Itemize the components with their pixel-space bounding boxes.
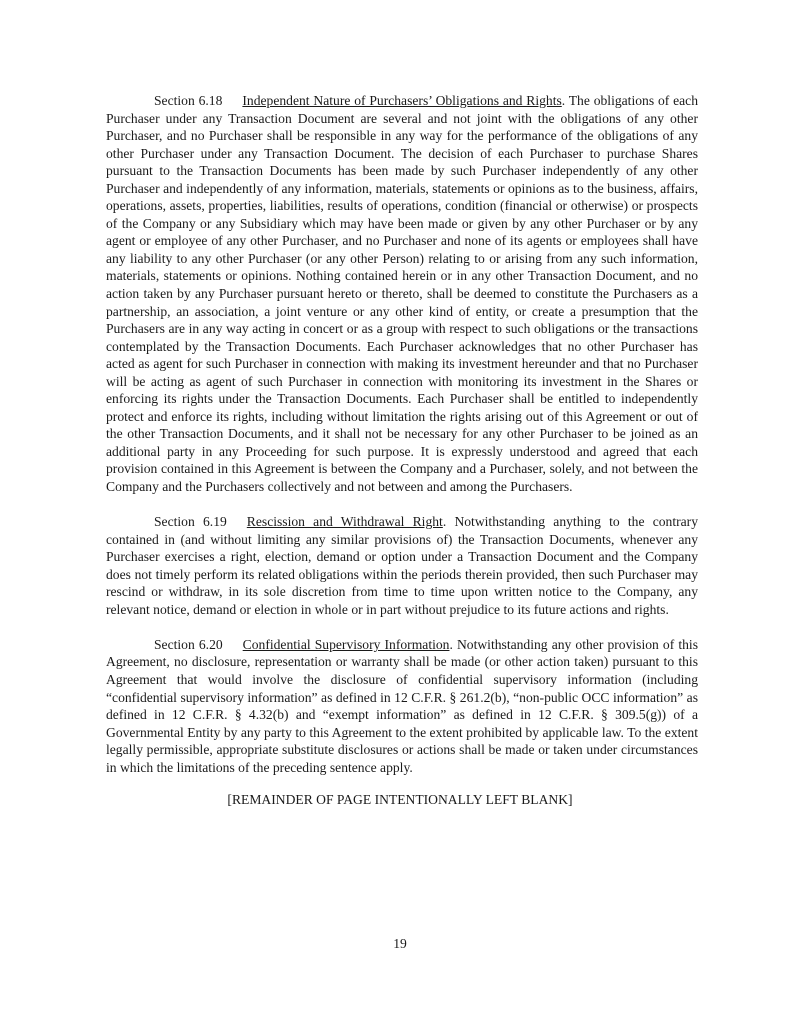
section-heading: Independent Nature of Purchasers’ Obligations and Rights — [242, 93, 562, 108]
section-number: Section 6.20 — [154, 636, 223, 652]
document-page — [106, 92, 698, 794]
page-number: 19 — [393, 936, 407, 951]
section-number: Section 6.18 — [154, 93, 223, 108]
section-number: Section 6.19 — [154, 514, 227, 530]
section-6-18-paragraph — [106, 92, 698, 496]
section-6-20-paragraph — [106, 636, 698, 776]
section-6-19-paragraph — [106, 513, 698, 618]
section-body: . The obligations of each Purchaser under any Transaction Document are several and not joint with the obligations of any other Purchaser, and no Purchaser shall be responsible in any way for the performance of the obligations of any other Purchaser under any Transaction Document. The decision of each Purchaser to purchase Shares pursuant to the Transaction Documents has been made by such Purchaser independently of any other Purchaser and independently of any information, materials, statements or opinions as to the business, affairs, operations, assets, properties, liabilities, results of operations, condition (financial or otherwise) or prospects of the Company or any Subsidiary which may have been made or given by any other Purchaser or by any agent or employee of any other Purchaser, and no Purchaser and none of its agents or employees shall have any liability to any other Purchaser (or any other Person) relating to or arising from any such information, materials, statements or opinions. Nothing contained herein or in any other Transaction Document, and no action taken by any Purchaser pursuant hereto or thereto, shall be deemed to constitute the Purchasers as a partnership, an association, a joint venture or any other kind of entity, or create a presumption that the Purchasers are in any way acting in concert or as a group with respect to such obligations or the transactions contemplated by the Transaction Documents. Each Purchaser acknowledges that no other Purchaser has acted as agent for such Purchaser in connection with making its investment hereunder and that no Purchaser will be acting as agent of such Purchaser in connection with monitoring its investment in the Shares or enforcing its rights under the Transaction Documents. Each Purchaser shall be entitled to independently protect and enforce its rights, including without limitation the rights arising out of this Agreement or out of the other Transaction Documents, and it shall not be necessary for any other Purchaser to be joined as an additional party in any Proceeding for such purpose. It is expressly understood and agreed that each provision contained in this Agreement is between the Company and a Purchaser, solely, and not between the Company and the Purchasers collectively and not between and among the Purchasers. — [106, 93, 698, 495]
section-heading: Confidential Supervisory Information — [242, 636, 450, 652]
section-body: . Notwithstanding anything to the contrary contained in (and without limiting any similar provisions of) the Transaction Documents, whenever any Purchaser exercises a right, election, demand or option under a Transaction Document and the Company does not timely perform its related obligations within the periods therein provided, then such Purchaser may rescind or withdraw, in its sole discretion from time to time upon written notice to the Company, any relevant notice, demand or election in whole or in part without prejudice to its future actions and rights. — [106, 514, 698, 617]
section-body: . Notwithstanding any other provision of this Agreement, no disclosure, representation or warranty shall be made (or other action taken) pursuant to this Agreement that would involve the disclosure of confidential supervisory information (including “confidential supervisory information” as defined in 12 C.F.R. § 261.2(b), “non-public OCC information” as defined in 12 C.F.R. § 4.32(b) and “exempt information” as defined in 12 C.F.R. § 309.5(g)) of a Governmental Entity by any party to this Agreement to the extent prohibited by applicable law. To the extent legally permissible, appropriate substitute disclosures or actions shall be made or taken under circumstances in which the limitations of the preceding sentence apply. — [106, 636, 698, 775]
remainder-blank-note: [REMAINDER OF PAGE INTENTIONALLY LEFT BLANK] — [227, 792, 573, 807]
section-heading: Rescission and Withdrawal Right — [246, 514, 443, 530]
